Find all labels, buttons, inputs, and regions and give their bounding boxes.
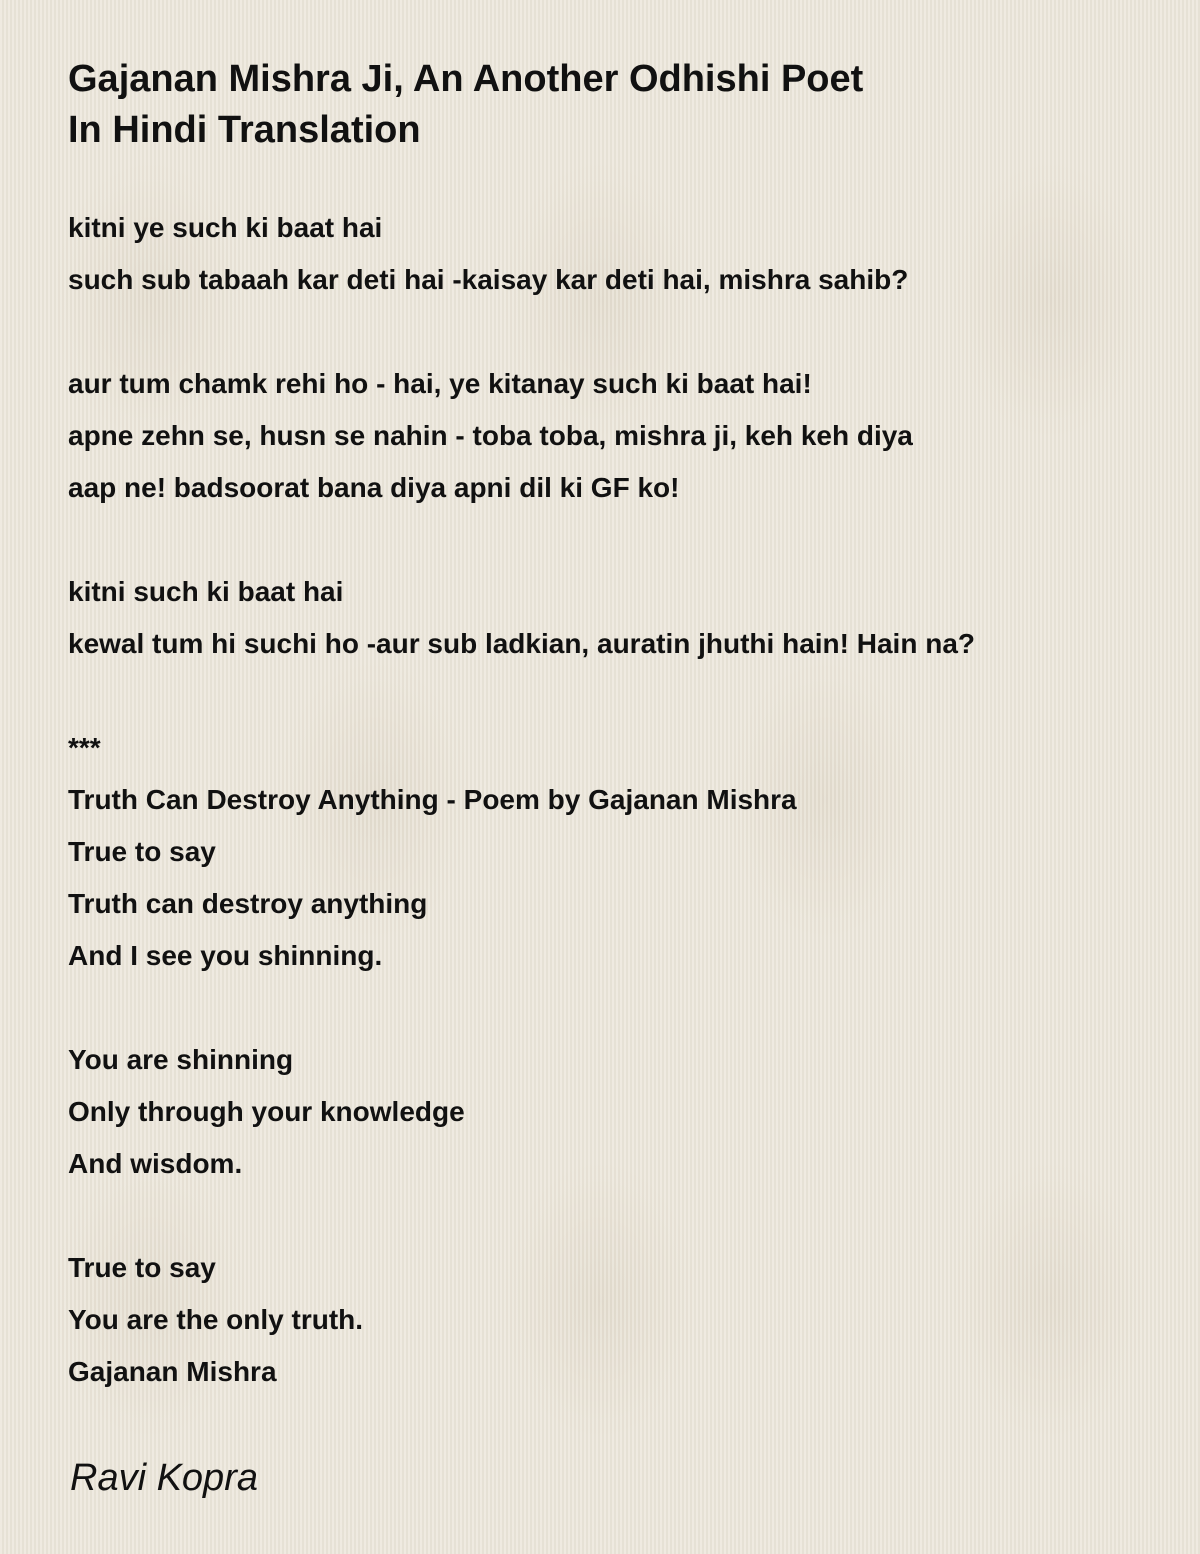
poem-title-line-1: Gajanan Mishra Ji, An Another Odhishi Poet — [68, 58, 864, 100]
poem-line: You are shinning — [68, 1044, 294, 1075]
poem-line — [68, 1190, 975, 1242]
author-signature: Ravi Kopra — [70, 1457, 258, 1499]
poem-line: aap ne! badsoorat bana diya apni dil ki GF ko! — [68, 472, 680, 503]
poem-line: Only through your knowledge — [68, 1096, 465, 1127]
poem-line — [68, 670, 975, 722]
poem-line: And I see you shinning. — [68, 940, 383, 971]
poem-line: Truth Can Destroy Anything - Poem by Gajanan Mishra — [68, 784, 797, 815]
poem-line: aur tum chamk rehi ho - hai, ye kitanay such ki baat hai! — [68, 368, 812, 399]
poem-title-line-2: In Hindi Translation — [68, 109, 421, 151]
poem-line — [68, 982, 975, 1034]
poem-line: True to say — [68, 1252, 216, 1283]
poem-line: Gajanan Mishra — [68, 1356, 277, 1387]
poem-line — [68, 306, 975, 358]
poem-line: such sub tabaah kar deti hai -kaisay kar deti hai, mishra sahib? — [68, 264, 909, 295]
poem-line: kewal tum hi suchi ho -aur sub ladkian, auratin jhuthi hain! Hain na? — [68, 628, 975, 659]
poem-title — [68, 54, 863, 156]
poem-body — [68, 202, 975, 1398]
poem-line: kitni ye such ki baat hai — [68, 212, 383, 243]
poem-line: *** — [68, 732, 101, 763]
poem-line: kitni such ki baat hai — [68, 576, 344, 607]
poem-line: True to say — [68, 836, 216, 867]
poem-line: And wisdom. — [68, 1148, 243, 1179]
poem-line — [68, 514, 975, 566]
poem-line: Truth can destroy anything — [68, 888, 428, 919]
poem-line: You are the only truth. — [68, 1304, 364, 1335]
poem-line: apne zehn se, husn se nahin - toba toba, mishra ji, keh keh diya — [68, 420, 913, 451]
